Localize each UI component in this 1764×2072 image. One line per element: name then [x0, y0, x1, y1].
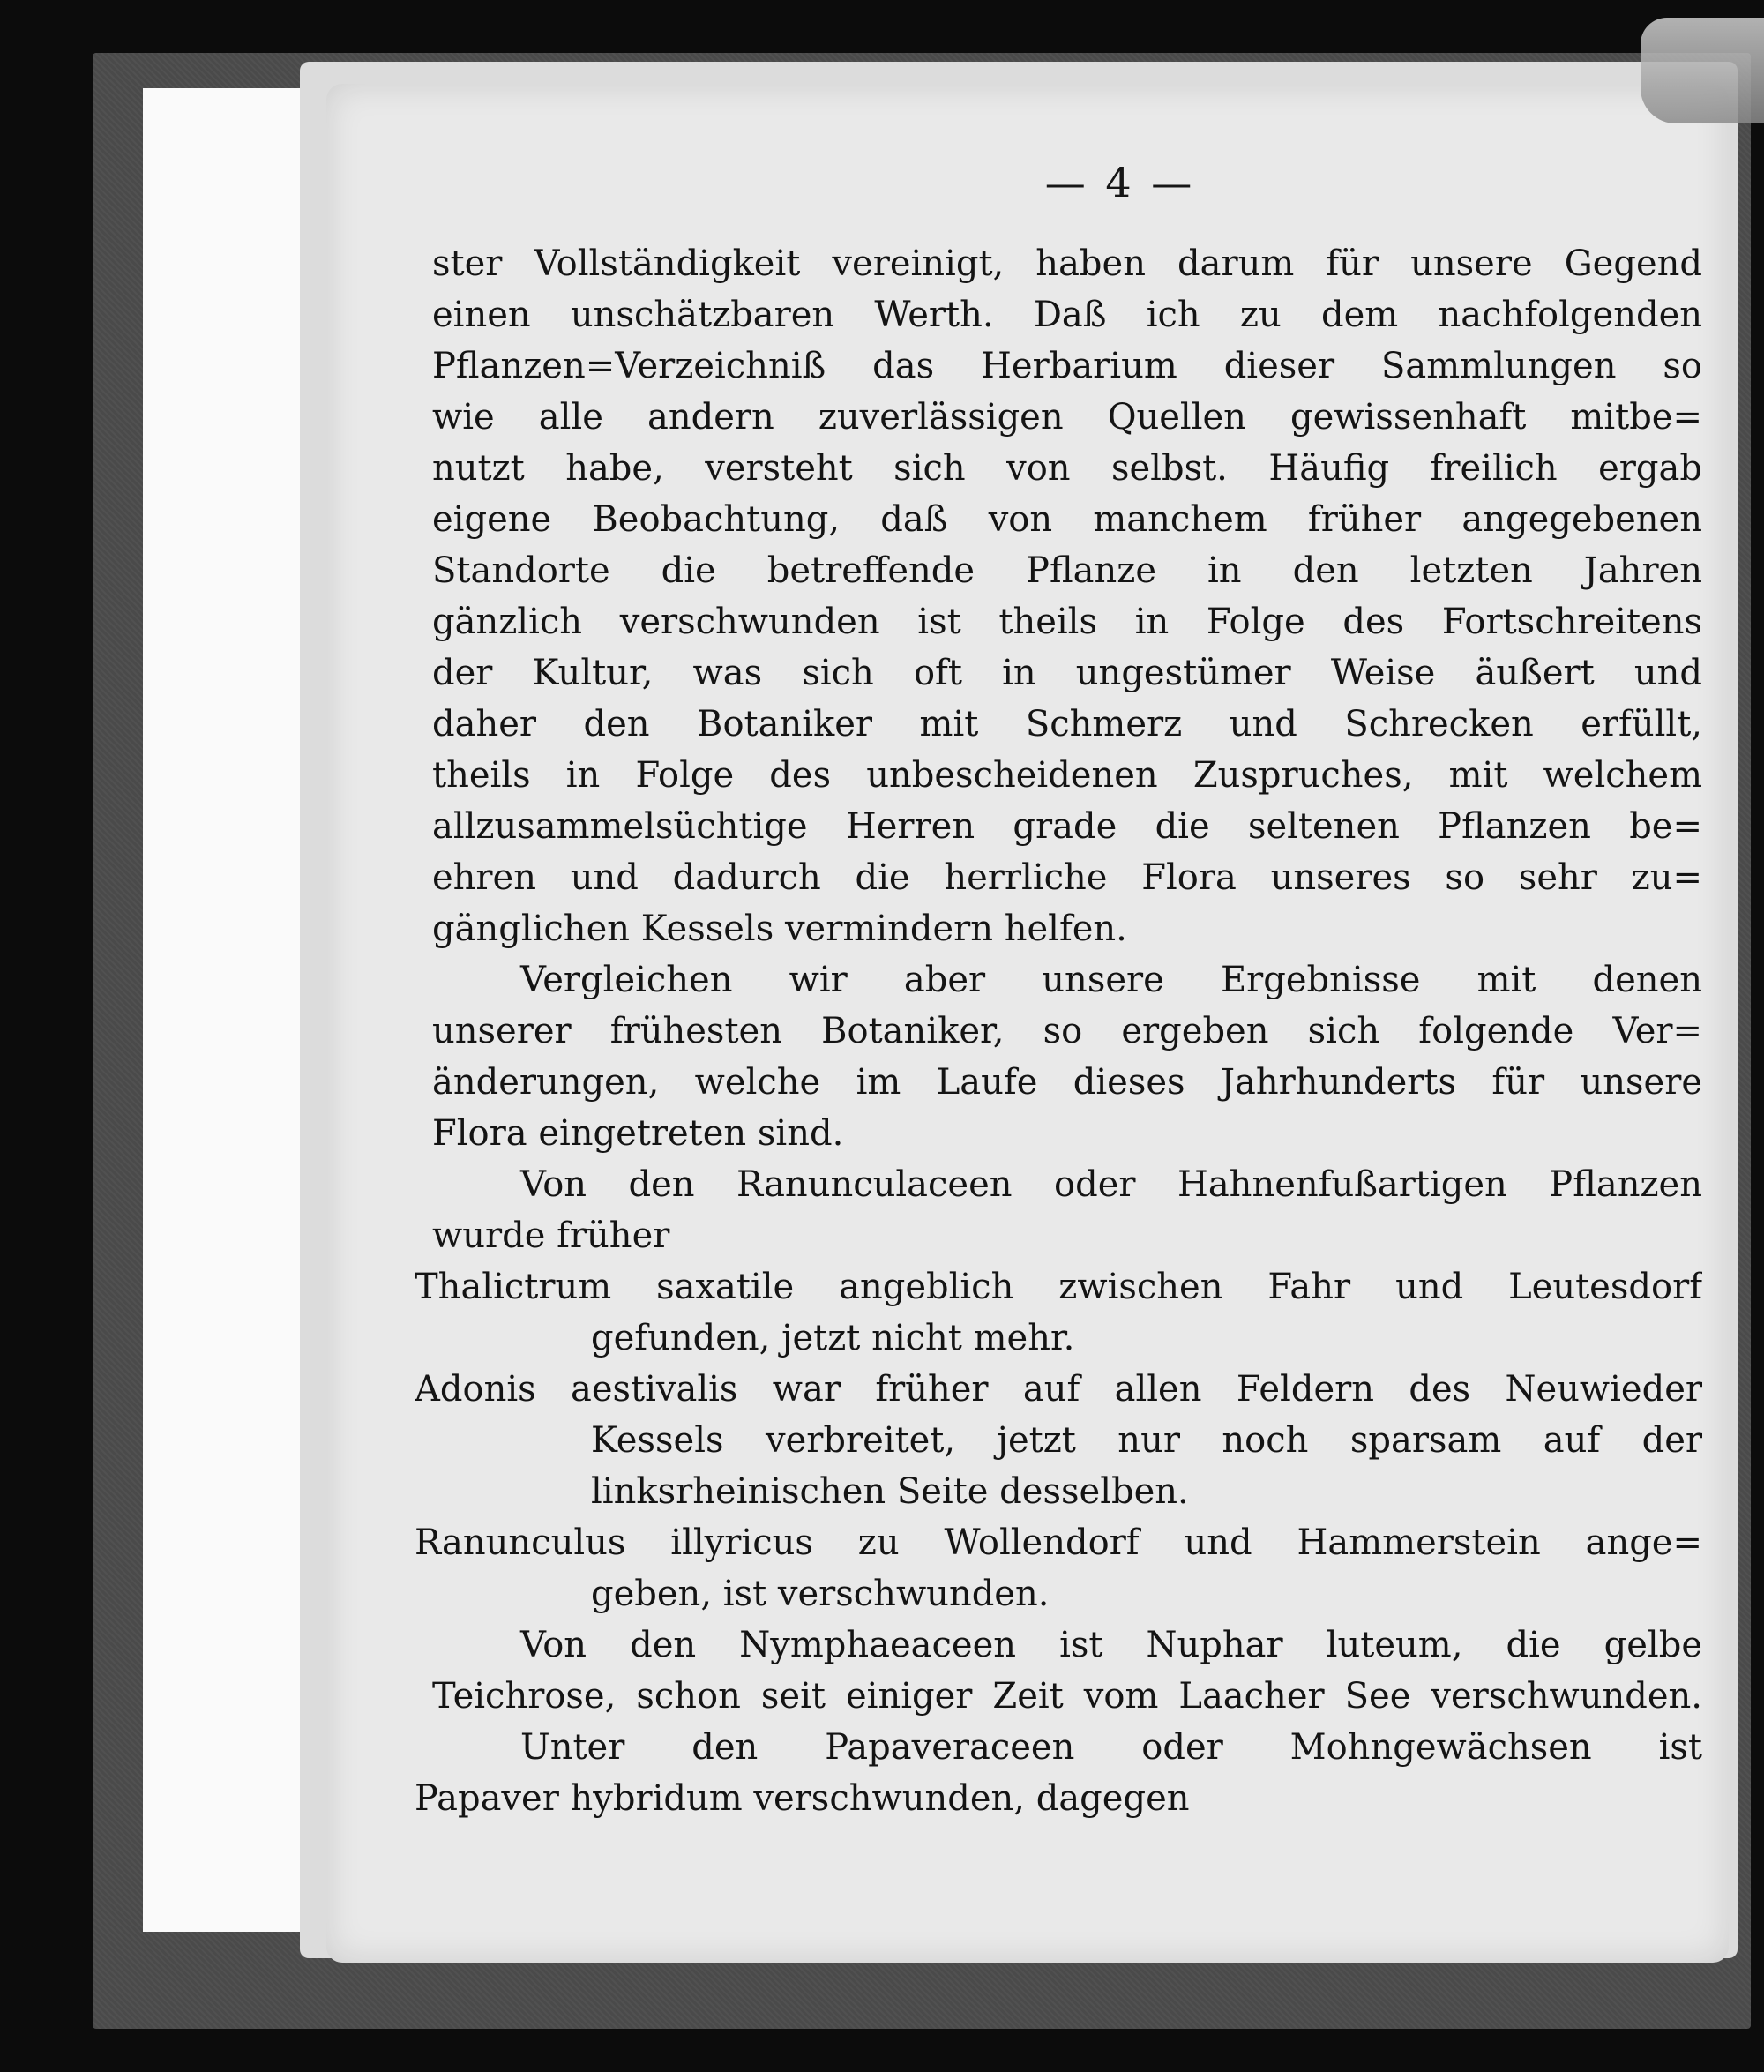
body-text [415, 238, 1702, 1824]
species-entry-continuation: geben, ist verschwunden. [591, 1574, 1050, 1614]
text-line: der Kultur, was sich oft in ungestümer Weise äußert und [432, 653, 1702, 693]
text-line: eigene Beobachtung, daß von manchem früher angegebenen [432, 499, 1702, 540]
text-line: ster Vollständigkeit vereinigt, haben darum für unsere Gegend [432, 243, 1702, 284]
text-line: ehren und dadurch die herrliche Flora unseres so sehr zu= [432, 857, 1702, 898]
text-line: änderungen, welche im Laufe dieses Jahrhunderts für unsere [432, 1062, 1702, 1103]
page-number: — 4 — [1044, 159, 1196, 206]
species-entry: Ranunculus illyricus zu Wollendorf und Hammerstein ange= [415, 1522, 1702, 1563]
text-line: Von den Ranunculaceen oder Hahnenfußartigen Pflanzen [520, 1164, 1702, 1205]
text-line: daher den Botaniker mit Schmerz und Schrecken erfüllt, [432, 704, 1702, 744]
text-line: Standorte die betreffende Pflanze in den letzten Jahren [432, 550, 1702, 591]
text-line: unserer frühesten Botaniker, so ergeben sich folgende Ver= [432, 1011, 1702, 1051]
text-line: Von den Nymphaeaceen ist Nuphar luteum, die gelbe [520, 1625, 1702, 1665]
text-line: Pflanzen=Verzeichniß das Herbarium dieser Sammlungen so [432, 346, 1702, 386]
text-line: gänglichen Kessels vermindern helfen. [432, 909, 1127, 949]
text-line: Vergleichen wir aber unsere Ergebnisse mit denen [520, 960, 1702, 1000]
text-line: einen unschätzbaren Werth. Daß ich zu dem nachfolgenden [432, 295, 1702, 335]
text-line: Flora eingetreten sind. [432, 1113, 844, 1154]
text-line: Teichrose, schon seit einiger Zeit vom Laacher See verschwunden. [432, 1676, 1702, 1717]
text-line: wie alle andern zuverlässigen Quellen gewissenhaft mitbe= [432, 397, 1702, 438]
species-entry: Adonis aestivalis war früher auf allen Feldern des Neuwieder [415, 1369, 1702, 1410]
species-entry-continuation: Kessels verbreitet, jetzt nur noch sparsam auf der [591, 1420, 1702, 1461]
species-entry-continuation: linksrheinischen Seite desselben. [591, 1471, 1189, 1512]
text-line: nutzt habe, versteht sich von selbst. Häufig freilich ergab [432, 448, 1702, 489]
text-line: Papaver hybridum verschwunden, dagegen [415, 1778, 1190, 1819]
species-entry: Thalictrum saxatile angeblich zwischen Fahr und Leutesdorf [415, 1267, 1702, 1307]
text-line: theils in Folge des unbescheidenen Zuspruches, mit welchem [432, 755, 1702, 796]
text-line: allzusammelsüchtige Herren grade die seltenen Pflanzen be= [432, 806, 1702, 847]
species-entry-continuation: gefunden, jetzt nicht mehr. [591, 1318, 1075, 1358]
text-line: gänzlich verschwunden ist theils in Folge des Fortschreitens [432, 602, 1702, 642]
text-line: wurde früher [432, 1216, 670, 1256]
binding-clip [1641, 18, 1764, 123]
text-line: Unter den Papaveraceen oder Mohngewächsen ist [520, 1727, 1702, 1768]
